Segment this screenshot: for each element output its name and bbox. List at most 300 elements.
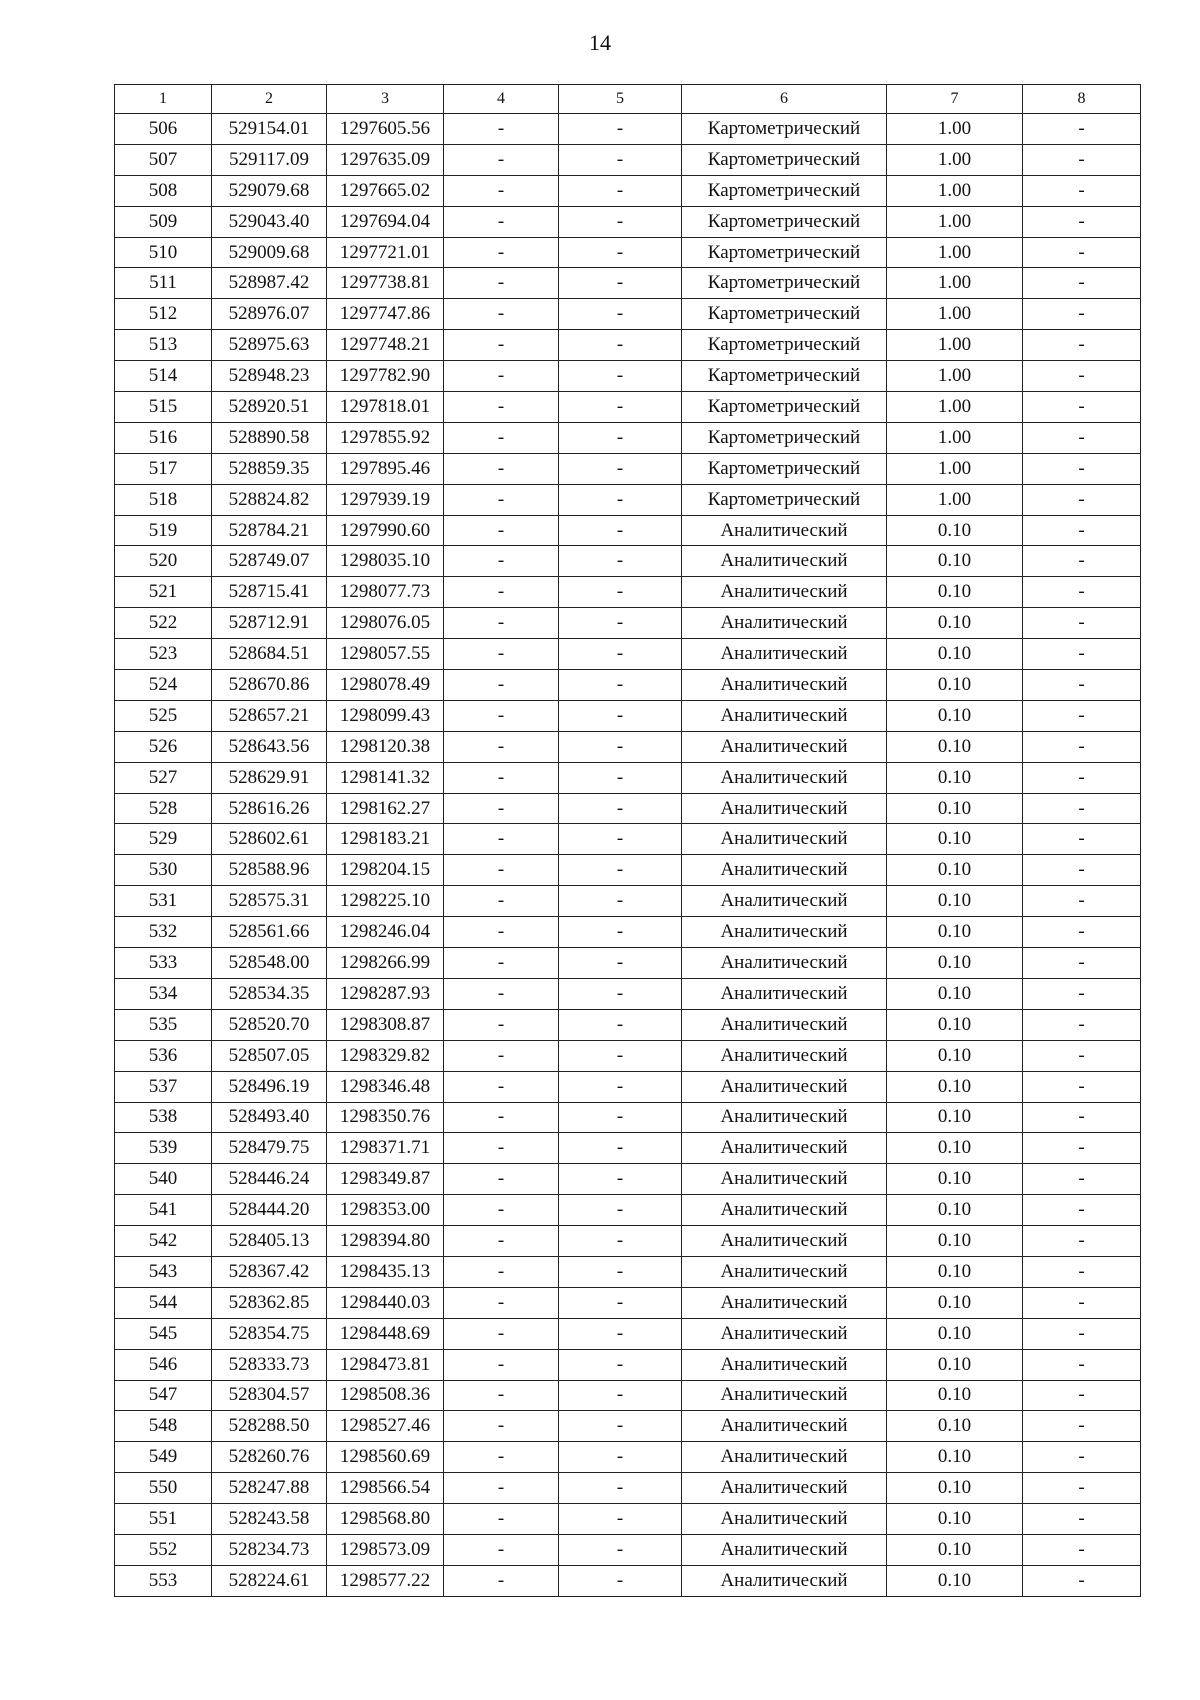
point-number-cell: 509 (115, 206, 212, 237)
col4-cell: - (444, 978, 559, 1009)
accuracy-cell: 1.00 (887, 484, 1023, 515)
point-number-cell: 544 (115, 1287, 212, 1318)
col5-cell: - (559, 114, 682, 145)
col4-cell: - (444, 1040, 559, 1071)
y-coordinate-cell: 1298573.09 (327, 1534, 444, 1565)
table-row (115, 1442, 1141, 1473)
col8-cell: - (1023, 948, 1141, 979)
col4-cell: - (444, 1534, 559, 1565)
table-row (115, 917, 1141, 948)
col4-cell: - (444, 670, 559, 701)
column-header: 2 (212, 85, 327, 114)
table-row (115, 299, 1141, 330)
accuracy-cell: 0.10 (887, 546, 1023, 577)
table-row (115, 1318, 1141, 1349)
table-row (115, 1195, 1141, 1226)
table-row (115, 1040, 1141, 1071)
x-coordinate-cell: 528243.58 (212, 1504, 327, 1535)
accuracy-cell: 1.00 (887, 299, 1023, 330)
x-coordinate-cell: 528859.35 (212, 453, 327, 484)
table-row (115, 453, 1141, 484)
y-coordinate-cell: 1298246.04 (327, 917, 444, 948)
accuracy-cell: 0.10 (887, 1071, 1023, 1102)
y-coordinate-cell: 1298577.22 (327, 1565, 444, 1596)
y-coordinate-cell: 1298349.87 (327, 1164, 444, 1195)
column-header: 7 (887, 85, 1023, 114)
point-number-cell: 536 (115, 1040, 212, 1071)
method-cell: Аналитический (682, 1195, 887, 1226)
table-row (115, 1133, 1141, 1164)
col4-cell: - (444, 886, 559, 917)
method-cell: Аналитический (682, 1534, 887, 1565)
method-cell: Картометрический (682, 484, 887, 515)
col5-cell: - (559, 1473, 682, 1504)
y-coordinate-cell: 1298394.80 (327, 1226, 444, 1257)
point-number-cell: 551 (115, 1504, 212, 1535)
col4-cell: - (444, 144, 559, 175)
col4-cell: - (444, 1164, 559, 1195)
point-number-cell: 522 (115, 608, 212, 639)
col4-cell: - (444, 1009, 559, 1040)
x-coordinate-cell: 528405.13 (212, 1226, 327, 1257)
point-number-cell: 512 (115, 299, 212, 330)
table-row (115, 546, 1141, 577)
method-cell: Аналитический (682, 1009, 887, 1040)
point-number-cell: 518 (115, 484, 212, 515)
accuracy-cell: 1.00 (887, 330, 1023, 361)
point-number-cell: 548 (115, 1411, 212, 1442)
y-coordinate-cell: 1297738.81 (327, 268, 444, 299)
col4-cell: - (444, 268, 559, 299)
column-header: 3 (327, 85, 444, 114)
col4-cell: - (444, 1411, 559, 1442)
x-coordinate-cell: 528715.41 (212, 577, 327, 608)
method-cell: Аналитический (682, 1102, 887, 1133)
accuracy-cell: 0.10 (887, 1473, 1023, 1504)
y-coordinate-cell: 1298346.48 (327, 1071, 444, 1102)
method-cell: Аналитический (682, 886, 887, 917)
col8-cell: - (1023, 700, 1141, 731)
method-cell: Картометрический (682, 453, 887, 484)
col5-cell: - (559, 1226, 682, 1257)
accuracy-cell: 0.10 (887, 978, 1023, 1009)
point-number-cell: 508 (115, 175, 212, 206)
point-number-cell: 513 (115, 330, 212, 361)
col5-cell: - (559, 546, 682, 577)
table-row (115, 1565, 1141, 1596)
column-header: 8 (1023, 85, 1141, 114)
x-coordinate-cell: 528234.73 (212, 1534, 327, 1565)
y-coordinate-cell: 1297818.01 (327, 392, 444, 423)
point-number-cell: 506 (115, 114, 212, 145)
x-coordinate-cell: 528976.07 (212, 299, 327, 330)
method-cell: Аналитический (682, 855, 887, 886)
x-coordinate-cell: 528561.66 (212, 917, 327, 948)
x-coordinate-cell: 528260.76 (212, 1442, 327, 1473)
col8-cell: - (1023, 762, 1141, 793)
point-number-cell: 539 (115, 1133, 212, 1164)
col5-cell: - (559, 1287, 682, 1318)
method-cell: Картометрический (682, 361, 887, 392)
y-coordinate-cell: 1298266.99 (327, 948, 444, 979)
y-coordinate-cell: 1298568.80 (327, 1504, 444, 1535)
col4-cell: - (444, 1349, 559, 1380)
x-coordinate-cell: 528948.23 (212, 361, 327, 392)
x-coordinate-cell: 529154.01 (212, 114, 327, 145)
y-coordinate-cell: 1297635.09 (327, 144, 444, 175)
col4-cell: - (444, 1473, 559, 1504)
accuracy-cell: 0.10 (887, 855, 1023, 886)
method-cell: Аналитический (682, 639, 887, 670)
col4-cell: - (444, 855, 559, 886)
point-number-cell: 553 (115, 1565, 212, 1596)
accuracy-cell: 1.00 (887, 361, 1023, 392)
method-cell: Картометрический (682, 299, 887, 330)
point-number-cell: 516 (115, 422, 212, 453)
col5-cell: - (559, 670, 682, 701)
col5-cell: - (559, 361, 682, 392)
accuracy-cell: 0.10 (887, 917, 1023, 948)
accuracy-cell: 1.00 (887, 175, 1023, 206)
method-cell: Картометрический (682, 206, 887, 237)
y-coordinate-cell: 1297605.56 (327, 114, 444, 145)
col8-cell: - (1023, 361, 1141, 392)
col5-cell: - (559, 1349, 682, 1380)
col4-cell: - (444, 1071, 559, 1102)
point-number-cell: 529 (115, 824, 212, 855)
col4-cell: - (444, 453, 559, 484)
accuracy-cell: 0.10 (887, 886, 1023, 917)
col8-cell: - (1023, 484, 1141, 515)
col4-cell: - (444, 206, 559, 237)
table-row (115, 762, 1141, 793)
col4-cell: - (444, 917, 559, 948)
col5-cell: - (559, 1565, 682, 1596)
method-cell: Аналитический (682, 762, 887, 793)
point-number-cell: 510 (115, 237, 212, 268)
col5-cell: - (559, 237, 682, 268)
method-cell: Аналитический (682, 824, 887, 855)
table-row (115, 731, 1141, 762)
y-coordinate-cell: 1298204.15 (327, 855, 444, 886)
y-coordinate-cell: 1297895.46 (327, 453, 444, 484)
col8-cell: - (1023, 237, 1141, 268)
y-coordinate-cell: 1298225.10 (327, 886, 444, 917)
col4-cell: - (444, 299, 559, 330)
method-cell: Аналитический (682, 1040, 887, 1071)
col8-cell: - (1023, 1380, 1141, 1411)
table-row (115, 484, 1141, 515)
method-cell: Картометрический (682, 268, 887, 299)
y-coordinate-cell: 1298076.05 (327, 608, 444, 639)
x-coordinate-cell: 528496.19 (212, 1071, 327, 1102)
method-cell: Аналитический (682, 1473, 887, 1504)
col5-cell: - (559, 1411, 682, 1442)
method-cell: Аналитический (682, 1164, 887, 1195)
col5-cell: - (559, 1040, 682, 1071)
method-cell: Картометрический (682, 175, 887, 206)
x-coordinate-cell: 529079.68 (212, 175, 327, 206)
y-coordinate-cell: 1298162.27 (327, 793, 444, 824)
col8-cell: - (1023, 670, 1141, 701)
col8-cell: - (1023, 268, 1141, 299)
col5-cell: - (559, 515, 682, 546)
x-coordinate-cell: 528247.88 (212, 1473, 327, 1504)
col4-cell: - (444, 515, 559, 546)
y-coordinate-cell: 1298287.93 (327, 978, 444, 1009)
accuracy-cell: 0.10 (887, 1195, 1023, 1226)
y-coordinate-cell: 1298308.87 (327, 1009, 444, 1040)
x-coordinate-cell: 528920.51 (212, 392, 327, 423)
col5-cell: - (559, 484, 682, 515)
col5-cell: - (559, 175, 682, 206)
x-coordinate-cell: 528367.42 (212, 1256, 327, 1287)
col5-cell: - (559, 1442, 682, 1473)
method-cell: Аналитический (682, 1287, 887, 1318)
table-row (115, 1226, 1141, 1257)
col5-cell: - (559, 886, 682, 917)
table-row (115, 237, 1141, 268)
accuracy-cell: 0.10 (887, 1226, 1023, 1257)
table-row (115, 206, 1141, 237)
col4-cell: - (444, 422, 559, 453)
col5-cell: - (559, 824, 682, 855)
method-cell: Аналитический (682, 1318, 887, 1349)
table-row (115, 886, 1141, 917)
method-cell: Аналитический (682, 731, 887, 762)
point-number-cell: 537 (115, 1071, 212, 1102)
y-coordinate-cell: 1298473.81 (327, 1349, 444, 1380)
col5-cell: - (559, 1102, 682, 1133)
method-cell: Аналитический (682, 978, 887, 1009)
x-coordinate-cell: 528354.75 (212, 1318, 327, 1349)
y-coordinate-cell: 1298440.03 (327, 1287, 444, 1318)
col5-cell: - (559, 206, 682, 237)
method-cell: Аналитический (682, 1256, 887, 1287)
col8-cell: - (1023, 144, 1141, 175)
y-coordinate-cell: 1298448.69 (327, 1318, 444, 1349)
col8-cell: - (1023, 1071, 1141, 1102)
col5-cell: - (559, 1318, 682, 1349)
y-coordinate-cell: 1298353.00 (327, 1195, 444, 1226)
point-number-cell: 546 (115, 1349, 212, 1380)
col8-cell: - (1023, 1040, 1141, 1071)
accuracy-cell: 0.10 (887, 577, 1023, 608)
y-coordinate-cell: 1298329.82 (327, 1040, 444, 1071)
method-cell: Картометрический (682, 237, 887, 268)
table-row (115, 114, 1141, 145)
table-row (115, 855, 1141, 886)
x-coordinate-cell: 528493.40 (212, 1102, 327, 1133)
col8-cell: - (1023, 1442, 1141, 1473)
y-coordinate-cell: 1298035.10 (327, 546, 444, 577)
table-row (115, 361, 1141, 392)
table-row (115, 1102, 1141, 1133)
col8-cell: - (1023, 453, 1141, 484)
col8-cell: - (1023, 422, 1141, 453)
y-coordinate-cell: 1298371.71 (327, 1133, 444, 1164)
y-coordinate-cell: 1298077.73 (327, 577, 444, 608)
col8-cell: - (1023, 1534, 1141, 1565)
x-coordinate-cell: 529009.68 (212, 237, 327, 268)
x-coordinate-cell: 528712.91 (212, 608, 327, 639)
point-number-cell: 517 (115, 453, 212, 484)
x-coordinate-cell: 528890.58 (212, 422, 327, 453)
col8-cell: - (1023, 577, 1141, 608)
col8-cell: - (1023, 1504, 1141, 1535)
table-row (115, 422, 1141, 453)
y-coordinate-cell: 1297782.90 (327, 361, 444, 392)
col8-cell: - (1023, 1349, 1141, 1380)
accuracy-cell: 1.00 (887, 206, 1023, 237)
accuracy-cell: 1.00 (887, 392, 1023, 423)
x-coordinate-cell: 528479.75 (212, 1133, 327, 1164)
method-cell: Аналитический (682, 1411, 887, 1442)
point-number-cell: 521 (115, 577, 212, 608)
method-cell: Аналитический (682, 793, 887, 824)
table-row (115, 978, 1141, 1009)
col4-cell: - (444, 361, 559, 392)
x-coordinate-cell: 528824.82 (212, 484, 327, 515)
col8-cell: - (1023, 299, 1141, 330)
col5-cell: - (559, 639, 682, 670)
point-number-cell: 515 (115, 392, 212, 423)
col4-cell: - (444, 114, 559, 145)
col5-cell: - (559, 422, 682, 453)
point-number-cell: 523 (115, 639, 212, 670)
table-row (115, 1009, 1141, 1040)
col4-cell: - (444, 793, 559, 824)
x-coordinate-cell: 528288.50 (212, 1411, 327, 1442)
accuracy-cell: 0.10 (887, 1380, 1023, 1411)
y-coordinate-cell: 1298099.43 (327, 700, 444, 731)
col4-cell: - (444, 330, 559, 361)
col5-cell: - (559, 1504, 682, 1535)
table-row (115, 1287, 1141, 1318)
col4-cell: - (444, 1195, 559, 1226)
x-coordinate-cell: 529043.40 (212, 206, 327, 237)
y-coordinate-cell: 1298057.55 (327, 639, 444, 670)
col5-cell: - (559, 144, 682, 175)
method-cell: Аналитический (682, 670, 887, 701)
method-cell: Аналитический (682, 577, 887, 608)
x-coordinate-cell: 528224.61 (212, 1565, 327, 1596)
coordinates-table (114, 84, 1141, 1597)
table-row (115, 1534, 1141, 1565)
x-coordinate-cell: 528975.63 (212, 330, 327, 361)
x-coordinate-cell: 528304.57 (212, 1380, 327, 1411)
col5-cell: - (559, 1133, 682, 1164)
col8-cell: - (1023, 546, 1141, 577)
x-coordinate-cell: 528333.73 (212, 1349, 327, 1380)
table-row (115, 793, 1141, 824)
col4-cell: - (444, 948, 559, 979)
col8-cell: - (1023, 1565, 1141, 1596)
col8-cell: - (1023, 793, 1141, 824)
col4-cell: - (444, 1504, 559, 1535)
accuracy-cell: 0.10 (887, 1009, 1023, 1040)
col4-cell: - (444, 1133, 559, 1164)
col8-cell: - (1023, 1009, 1141, 1040)
col4-cell: - (444, 1442, 559, 1473)
accuracy-cell: 0.10 (887, 1102, 1023, 1133)
col4-cell: - (444, 237, 559, 268)
accuracy-cell: 1.00 (887, 453, 1023, 484)
point-number-cell: 534 (115, 978, 212, 1009)
table-row (115, 639, 1141, 670)
point-number-cell: 507 (115, 144, 212, 175)
col5-cell: - (559, 608, 682, 639)
col5-cell: - (559, 330, 682, 361)
y-coordinate-cell: 1297721.01 (327, 237, 444, 268)
method-cell: Аналитический (682, 1071, 887, 1102)
col5-cell: - (559, 762, 682, 793)
accuracy-cell: 0.10 (887, 793, 1023, 824)
method-cell: Аналитический (682, 608, 887, 639)
accuracy-cell: 0.10 (887, 1164, 1023, 1195)
x-coordinate-cell: 528657.21 (212, 700, 327, 731)
accuracy-cell: 1.00 (887, 144, 1023, 175)
table-row (115, 608, 1141, 639)
col5-cell: - (559, 855, 682, 886)
method-cell: Аналитический (682, 1565, 887, 1596)
col8-cell: - (1023, 824, 1141, 855)
col8-cell: - (1023, 515, 1141, 546)
y-coordinate-cell: 1297990.60 (327, 515, 444, 546)
col5-cell: - (559, 1071, 682, 1102)
accuracy-cell: 0.10 (887, 1287, 1023, 1318)
method-cell: Аналитический (682, 700, 887, 731)
accuracy-cell: 0.10 (887, 1411, 1023, 1442)
y-coordinate-cell: 1297855.92 (327, 422, 444, 453)
accuracy-cell: 0.10 (887, 1040, 1023, 1071)
x-coordinate-cell: 528684.51 (212, 639, 327, 670)
y-coordinate-cell: 1298560.69 (327, 1442, 444, 1473)
x-coordinate-cell: 528534.35 (212, 978, 327, 1009)
x-coordinate-cell: 528670.86 (212, 670, 327, 701)
col8-cell: - (1023, 1411, 1141, 1442)
y-coordinate-cell: 1297939.19 (327, 484, 444, 515)
col5-cell: - (559, 793, 682, 824)
table-row (115, 670, 1141, 701)
table-body (115, 114, 1141, 1597)
accuracy-cell: 0.10 (887, 1349, 1023, 1380)
y-coordinate-cell: 1298078.49 (327, 670, 444, 701)
col8-cell: - (1023, 978, 1141, 1009)
y-coordinate-cell: 1298508.36 (327, 1380, 444, 1411)
col4-cell: - (444, 1565, 559, 1596)
method-cell: Картометрический (682, 392, 887, 423)
y-coordinate-cell: 1298183.21 (327, 824, 444, 855)
column-header: 4 (444, 85, 559, 114)
col4-cell: - (444, 1380, 559, 1411)
col8-cell: - (1023, 1102, 1141, 1133)
y-coordinate-cell: 1298141.32 (327, 762, 444, 793)
point-number-cell: 549 (115, 1442, 212, 1473)
point-number-cell: 552 (115, 1534, 212, 1565)
accuracy-cell: 0.10 (887, 515, 1023, 546)
col8-cell: - (1023, 917, 1141, 948)
accuracy-cell: 1.00 (887, 268, 1023, 299)
point-number-cell: 526 (115, 731, 212, 762)
col8-cell: - (1023, 175, 1141, 206)
table-row (115, 515, 1141, 546)
table-row (115, 948, 1141, 979)
col4-cell: - (444, 700, 559, 731)
col8-cell: - (1023, 731, 1141, 762)
col5-cell: - (559, 1195, 682, 1226)
x-coordinate-cell: 528784.21 (212, 515, 327, 546)
